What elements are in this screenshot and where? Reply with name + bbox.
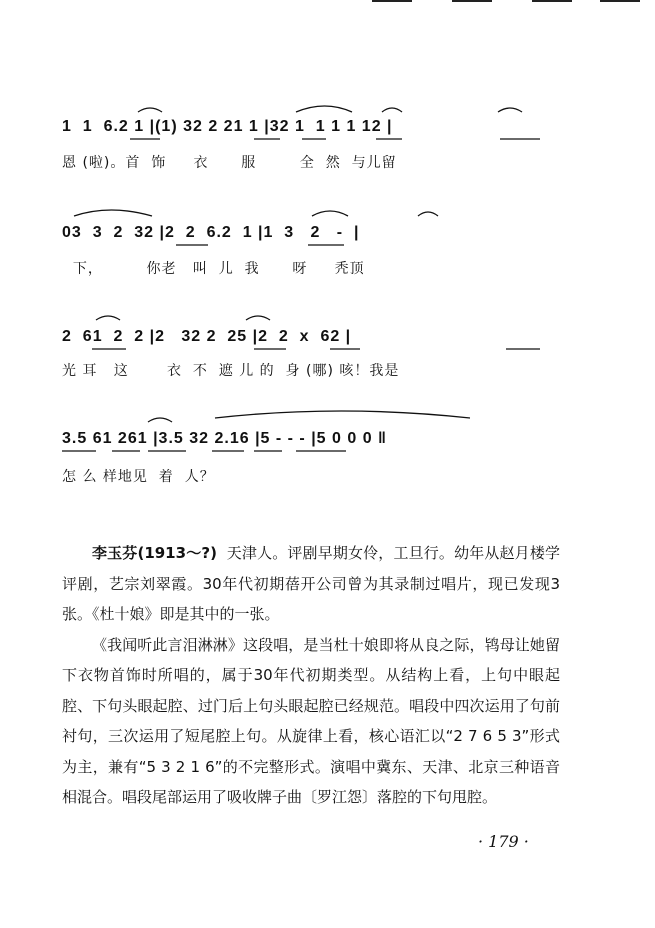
- slur-mark: [246, 316, 270, 320]
- score-notation-row-3: 2 61 2 2 |2 32 2 25 |2 2 x 62 |: [62, 328, 352, 345]
- score-lyrics-row-4: 怎 么 样地见 着 人？: [62, 469, 215, 485]
- score-lyrics-row-3: 光 耳 这 衣 不 遮 儿 的 身 (哪) 咳！我是: [62, 363, 400, 379]
- slur-mark: [148, 418, 172, 422]
- header-rule-1: [372, 0, 412, 2]
- score-notation-row-2: 03 3 2 32 |2 2 6.2 1 |1 3 2 - |: [62, 224, 360, 241]
- slur-mark: [498, 108, 522, 112]
- slur-mark: [418, 212, 438, 216]
- singer-bio: [62, 538, 560, 813]
- page-number: · 179 ·: [478, 832, 529, 851]
- slur-mark: [138, 108, 162, 112]
- bio-name: 李玉芬(1913～?): [92, 544, 217, 562]
- slur-mark: [215, 411, 470, 418]
- score-notation-row-4: 3.5 61 261 |3.5 32 2.16 |5 - - - |5 0 0 0 ‖: [62, 430, 388, 447]
- header-rule-3: [532, 0, 572, 2]
- bio-paragraph: [62, 538, 560, 630]
- score-lyrics-row-1: 恩 (啦)。首 饰 衣 服 全 然 与儿留: [62, 155, 397, 171]
- bio-text: 天津人。评剧早期女伶，工旦行。幼年从赵月楼学评剧，艺宗刘翠霞。30年代初期蓓开公司曾为其录制过唱片，现已发现3张。《杜十娘》即是其中的一张。: [62, 544, 560, 623]
- slur-mark: [312, 211, 348, 216]
- slur-mark: [74, 210, 152, 216]
- header-rule-2: [452, 0, 492, 2]
- slur-mark: [382, 108, 402, 112]
- header-rule-4: [600, 0, 640, 2]
- score-notation-row-1: 1 1 6.2 1 |(1) 32 2 21 1 |32 1 1 1 1 12 |: [62, 118, 393, 135]
- score-lyrics-row-2: 下， 你老 叫 儿 我 呀 秃顶: [62, 261, 365, 277]
- slur-mark: [96, 316, 120, 320]
- slur-mark: [296, 106, 352, 112]
- analysis-paragraph: 《我闻听此言泪淋淋》这段唱，是当杜十娘即将从良之际，鸨母让她留下衣物首饰时所唱的，属于30年代初期类型。从结构上看，上句中眼起腔、下句头眼起腔、过门后上句头眼起腔已经规范。唱段中四次运用了句前衬句，三次运用了短尾腔上句。从旋律上看，核心语汇以“2 7 6 5 3”形式为主，兼有“5 3 2 1 6”的不完整形式。演唱中冀东、天津、北京三种语音相混合。唱段尾部运用了吸收牌子曲〔罗江怨〕落腔的下句甩腔。: [62, 635, 560, 806]
